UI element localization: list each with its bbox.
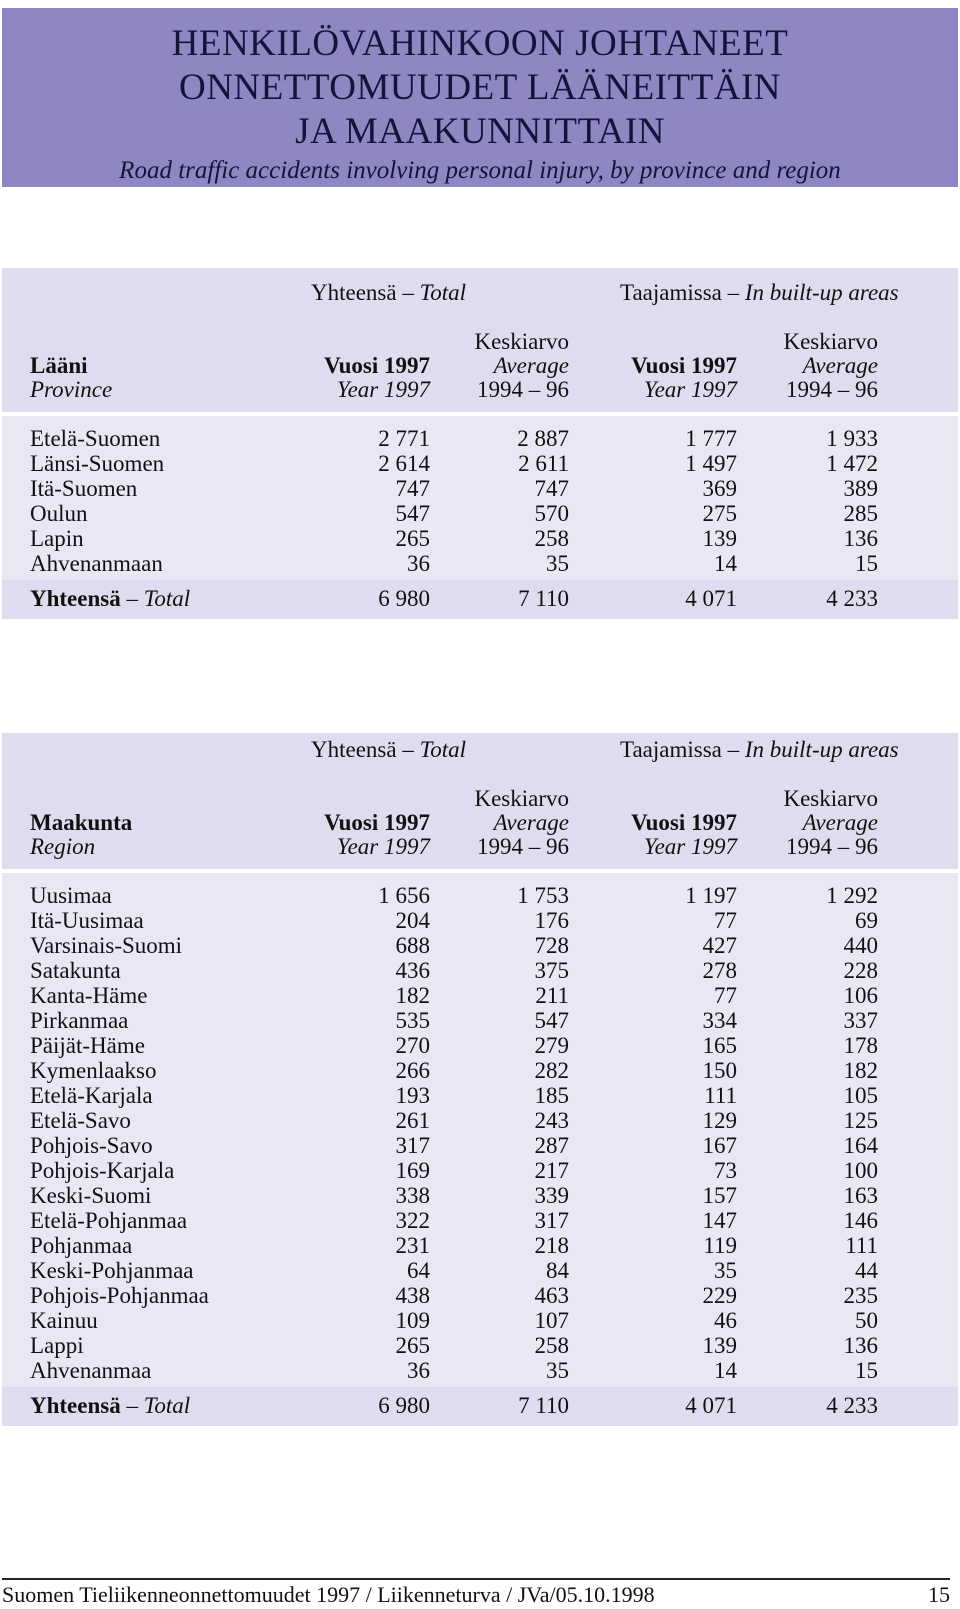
- table-row: [2, 1183, 958, 1208]
- cell-year-built-up: 35: [714, 1258, 737, 1283]
- cell-year-total: 322: [395, 1208, 430, 1233]
- cell-year-built-up: 14: [714, 551, 737, 576]
- column-header-province-en: Province: [30, 377, 113, 402]
- row-label: Itä-Suomen: [30, 476, 138, 501]
- subtitle: Road traffic accidents involving personal injury, by province and region: [119, 157, 841, 184]
- cell-average-total: 35: [546, 551, 569, 576]
- cell-year-built-up: 278: [702, 958, 737, 983]
- table-row: [2, 1008, 958, 1033]
- region-table-body: [2, 873, 958, 1387]
- table-row: [2, 1208, 958, 1233]
- table-total-row: [2, 586, 958, 611]
- cell-year-total: 438: [395, 1283, 430, 1308]
- cell-year-built-up: 129: [702, 1108, 737, 1133]
- year-header: Year 1997: [643, 834, 737, 859]
- row-label: Itä-Uusimaa: [30, 908, 144, 933]
- row-label: Oulun: [30, 501, 88, 526]
- average-header: Average: [802, 810, 878, 835]
- table-row: [2, 426, 958, 451]
- cell-average-total: 1 753: [517, 883, 569, 908]
- cell-average-built-up: 50: [855, 1308, 878, 1333]
- cell-year-built-up: 165: [702, 1033, 737, 1058]
- cell-year-built-up: 147: [702, 1208, 737, 1233]
- cell-average-total: 570: [534, 501, 569, 526]
- cell-year-built-up: 119: [703, 1233, 737, 1258]
- cell-average-built-up: 111: [845, 1233, 878, 1258]
- province-total-row: [2, 580, 958, 619]
- row-label: Pohjois-Karjala: [30, 1158, 175, 1183]
- region-total-row: [2, 1387, 958, 1426]
- cell-year-total: 747: [395, 476, 430, 501]
- cell-year-total: 266: [395, 1058, 430, 1083]
- cell-year-built-up: 1 197: [685, 883, 737, 908]
- row-label: Satakunta: [30, 958, 121, 983]
- row-label: Keski-Pohjanmaa: [30, 1258, 194, 1283]
- column-group-row: [2, 268, 958, 318]
- row-label: Etelä-Pohjanmaa: [30, 1208, 188, 1233]
- cell-average-total: 185: [534, 1083, 569, 1108]
- cell-year-built-up: 77: [714, 908, 737, 933]
- cell-average-total: 176: [534, 908, 569, 933]
- total-label: Yhteensä – Total: [30, 1393, 191, 1418]
- cell-average-built-up: 337: [843, 1008, 878, 1033]
- total-year-built-up: 4 071: [685, 586, 737, 611]
- page-footer: [2, 1578, 950, 1606]
- table-row: [2, 1158, 958, 1183]
- cell-year-total: 169: [395, 1158, 430, 1183]
- cell-average-built-up: 1 933: [826, 426, 878, 451]
- cell-year-built-up: 46: [714, 1308, 737, 1333]
- row-label: Päijät-Häme: [30, 1033, 145, 1058]
- table-row: [2, 1058, 958, 1083]
- cell-average-built-up: 105: [843, 1083, 878, 1108]
- cell-year-total: 1 656: [378, 883, 430, 908]
- province-table-header: [2, 268, 958, 412]
- title-line-2: ONNETTOMUUDET LÄÄNEITTÄIN: [178, 67, 781, 108]
- keskiarvo-header: Keskiarvo: [783, 329, 878, 354]
- row-label: Varsinais-Suomi: [30, 933, 183, 958]
- cell-year-built-up: 167: [702, 1133, 737, 1158]
- cell-average-total: 258: [534, 526, 569, 551]
- table-row: [2, 1358, 958, 1383]
- row-label: Ahvenanmaa: [30, 1358, 152, 1383]
- vuosi-header: Vuosi 1997: [324, 353, 430, 378]
- cell-year-built-up: 111: [704, 1083, 737, 1108]
- table-row: [2, 933, 958, 958]
- period-header: 1994 – 96: [786, 834, 878, 859]
- cell-year-total: 265: [395, 1333, 430, 1358]
- table-row: [2, 908, 958, 933]
- cell-average-built-up: 1 292: [826, 883, 878, 908]
- cell-average-total: 2 611: [518, 451, 569, 476]
- cell-average-total: 243: [534, 1108, 569, 1133]
- table-total-row: [2, 1393, 958, 1418]
- column-group-row: [2, 733, 958, 783]
- row-label: Kanta-Häme: [30, 983, 148, 1008]
- vuosi-header: Vuosi 1997: [324, 810, 430, 835]
- cell-year-total: 64: [407, 1258, 430, 1283]
- row-label: Etelä-Karjala: [30, 1083, 153, 1108]
- column-header-region-fi: Maakunta: [30, 810, 133, 835]
- group-total-label: Yhteensä – Total: [311, 280, 467, 305]
- keskiarvo-header: Keskiarvo: [783, 786, 878, 811]
- table-row: [2, 1033, 958, 1058]
- cell-year-total: 193: [395, 1083, 430, 1108]
- cell-average-total: 287: [534, 1133, 569, 1158]
- cell-average-total: 217: [534, 1158, 569, 1183]
- cell-year-total: 231: [395, 1233, 430, 1258]
- cell-year-total: 36: [407, 1358, 430, 1383]
- total-average-built-up: 4 233: [826, 1393, 878, 1418]
- province-table: [2, 268, 958, 619]
- cell-average-total: 375: [534, 958, 569, 983]
- cell-average-built-up: 15: [855, 1358, 878, 1383]
- total-average-total: 7 110: [518, 1393, 569, 1418]
- cell-year-total: 204: [395, 908, 430, 933]
- cell-year-built-up: 139: [702, 1333, 737, 1358]
- region-table: [2, 733, 958, 1426]
- cell-average-total: 339: [534, 1183, 569, 1208]
- table-row: [2, 1258, 958, 1283]
- table-row: [2, 526, 958, 551]
- cell-year-total: 688: [395, 933, 430, 958]
- cell-average-total: 279: [534, 1033, 569, 1058]
- cell-average-built-up: 228: [843, 958, 878, 983]
- total-average-built-up: 4 233: [826, 586, 878, 611]
- year-header: Year 1997: [336, 834, 430, 859]
- cell-average-built-up: 1 472: [826, 451, 878, 476]
- cell-average-total: 728: [534, 933, 569, 958]
- page-number: 15: [928, 1582, 950, 1607]
- year-header: Year 1997: [643, 377, 737, 402]
- row-label: Pohjois-Pohjanmaa: [30, 1283, 209, 1308]
- table-row: [2, 983, 958, 1008]
- title-line-1: HENKILÖVAHINKOON JOHTANEET: [171, 23, 789, 64]
- cell-average-built-up: 178: [843, 1033, 878, 1058]
- keskiarvo-header: Keskiarvo: [474, 329, 569, 354]
- group-built-up-label: Taajamissa – In built-up areas: [620, 280, 899, 305]
- table-row: [2, 476, 958, 501]
- cell-average-built-up: 106: [843, 983, 878, 1008]
- total-label: Yhteensä – Total: [30, 586, 191, 611]
- vuosi-header: Vuosi 1997: [631, 810, 737, 835]
- cell-average-total: 317: [534, 1208, 569, 1233]
- cell-average-built-up: 182: [843, 1058, 878, 1083]
- table-row: [2, 501, 958, 526]
- total-year-total: 6 980: [378, 1393, 430, 1418]
- cell-year-total: 36: [407, 551, 430, 576]
- group-built-up-label: Taajamissa – In built-up areas: [620, 737, 899, 762]
- cell-year-total: 182: [395, 983, 430, 1008]
- cell-average-total: 747: [534, 476, 569, 501]
- table-row: [2, 451, 958, 476]
- keskiarvo-header: Keskiarvo: [474, 786, 569, 811]
- title-banner: [2, 8, 958, 187]
- cell-year-built-up: 229: [702, 1283, 737, 1308]
- cell-year-built-up: 334: [702, 1008, 737, 1033]
- cell-year-built-up: 275: [702, 501, 737, 526]
- vuosi-header: Vuosi 1997: [631, 353, 737, 378]
- title-line-3: JA MAAKUNNITTAIN: [295, 111, 665, 152]
- cell-average-total: 2 887: [517, 426, 569, 451]
- cell-year-total: 109: [395, 1308, 430, 1333]
- row-label: Lapin: [30, 526, 84, 551]
- cell-average-total: 547: [534, 1008, 569, 1033]
- cell-year-built-up: 1 777: [685, 426, 737, 451]
- cell-average-total: 35: [546, 1358, 569, 1383]
- footer-text: Suomen Tieliikenneonnettomuudet 1997 / Liikenneturva / JVa/05.10.1998: [2, 1582, 655, 1607]
- cell-average-total: 258: [534, 1333, 569, 1358]
- cell-year-built-up: 139: [702, 526, 737, 551]
- table-row: [2, 1108, 958, 1133]
- period-header: 1994 – 96: [477, 377, 569, 402]
- cell-year-built-up: 14: [714, 1358, 737, 1383]
- cell-year-built-up: 73: [714, 1158, 737, 1183]
- table-row: [2, 1133, 958, 1158]
- row-label: Ahvenanmaan: [30, 551, 163, 576]
- column-header-province-fi: Lääni: [30, 353, 88, 378]
- cell-year-total: 338: [395, 1183, 430, 1208]
- cell-year-built-up: 427: [702, 933, 737, 958]
- cell-year-built-up: 369: [702, 476, 737, 501]
- cell-year-total: 547: [395, 501, 430, 526]
- cell-average-built-up: 163: [843, 1183, 878, 1208]
- cell-year-total: 2 771: [378, 426, 430, 451]
- table-row: [2, 883, 958, 908]
- province-table-body: [2, 416, 958, 580]
- cell-year-total: 317: [395, 1133, 430, 1158]
- cell-average-built-up: 389: [843, 476, 878, 501]
- table-row: [2, 1308, 958, 1333]
- row-label: Kainuu: [30, 1308, 98, 1333]
- table-row: [2, 1283, 958, 1308]
- group-total-label: Yhteensä – Total: [311, 737, 467, 762]
- average-header: Average: [493, 353, 569, 378]
- period-header: 1994 – 96: [477, 834, 569, 859]
- cell-year-total: 270: [395, 1033, 430, 1058]
- cell-average-built-up: 164: [843, 1133, 878, 1158]
- cell-average-built-up: 69: [855, 908, 878, 933]
- cell-average-built-up: 136: [843, 1333, 878, 1358]
- cell-year-total: 2 614: [378, 451, 430, 476]
- cell-average-total: 84: [546, 1258, 569, 1283]
- cell-year-built-up: 150: [702, 1058, 737, 1083]
- average-header: Average: [493, 810, 569, 835]
- column-header-region-en: Region: [30, 834, 96, 859]
- cell-average-built-up: 235: [843, 1283, 878, 1308]
- cell-average-built-up: 125: [843, 1108, 878, 1133]
- row-label: Länsi-Suomen: [30, 451, 165, 476]
- cell-year-built-up: 157: [702, 1183, 737, 1208]
- cell-year-built-up: 1 497: [685, 451, 737, 476]
- total-year-built-up: 4 071: [685, 1393, 737, 1418]
- cell-average-built-up: 15: [855, 551, 878, 576]
- cell-average-total: 211: [535, 983, 569, 1008]
- cell-year-total: 261: [395, 1108, 430, 1133]
- cell-average-built-up: 44: [855, 1258, 878, 1283]
- table-row: [2, 1083, 958, 1108]
- table-row: [2, 1233, 958, 1258]
- cell-average-total: 463: [534, 1283, 569, 1308]
- table-row: [2, 1333, 958, 1358]
- row-label: Pirkanmaa: [30, 1008, 129, 1033]
- row-label: Keski-Suomi: [30, 1183, 152, 1208]
- cell-average-built-up: 136: [843, 526, 878, 551]
- cell-year-total: 436: [395, 958, 430, 983]
- cell-average-total: 107: [534, 1308, 569, 1333]
- table-row: [2, 551, 958, 576]
- cell-year-total: 265: [395, 526, 430, 551]
- total-year-total: 6 980: [378, 586, 430, 611]
- row-label: Pohjanmaa: [30, 1233, 133, 1258]
- year-header: Year 1997: [336, 377, 430, 402]
- row-label: Pohjois-Savo: [30, 1133, 153, 1158]
- table-row: [2, 958, 958, 983]
- row-label: Kymenlaakso: [30, 1058, 157, 1083]
- row-label: Etelä-Savo: [30, 1108, 131, 1133]
- period-header: 1994 – 96: [786, 377, 878, 402]
- cell-average-built-up: 100: [843, 1158, 878, 1183]
- cell-average-total: 218: [534, 1233, 569, 1258]
- cell-year-total: 535: [395, 1008, 430, 1033]
- row-label: Etelä-Suomen: [30, 426, 161, 451]
- total-average-total: 7 110: [518, 586, 569, 611]
- row-label: Lappi: [30, 1333, 84, 1358]
- average-header: Average: [802, 353, 878, 378]
- region-table-header: [2, 733, 958, 869]
- row-label: Uusimaa: [30, 883, 112, 908]
- cell-average-total: 282: [534, 1058, 569, 1083]
- cell-average-built-up: 146: [843, 1208, 878, 1233]
- cell-average-built-up: 285: [843, 501, 878, 526]
- cell-average-built-up: 440: [843, 933, 878, 958]
- cell-year-built-up: 77: [714, 983, 737, 1008]
